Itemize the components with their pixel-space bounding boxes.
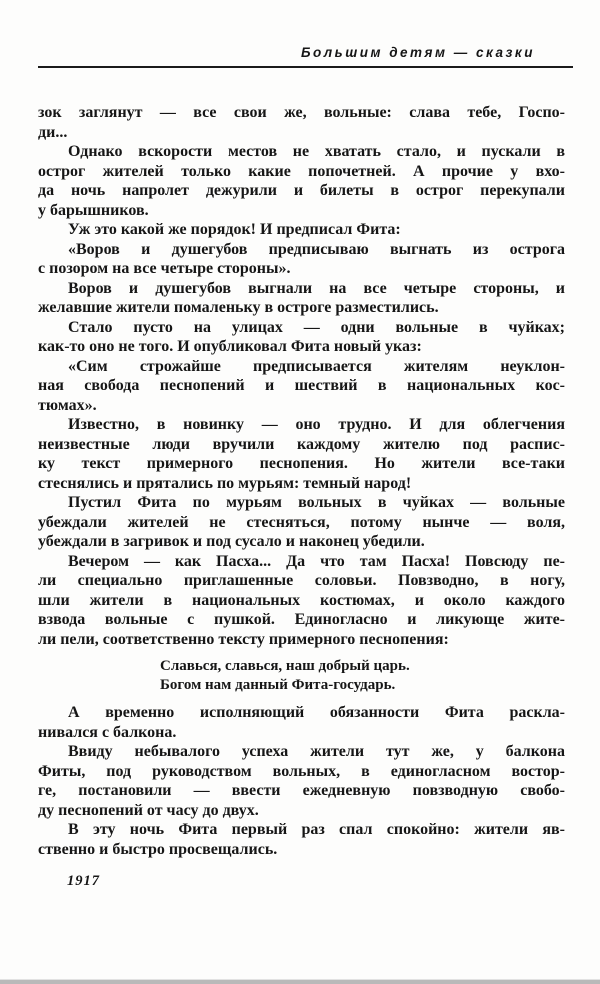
text-line: «Воров и душегубов предписываю выгнать из острога	[68, 240, 565, 258]
paragraph	[38, 820, 565, 859]
text-line: Ввиду небывалого успеха жители тут же, у балкона	[68, 743, 565, 760]
text-line: убеждали жителей не стесняться, потому нынче — воля,	[38, 513, 565, 531]
paragraph	[38, 279, 565, 318]
text-line: взвода вольные с пушкой. Единогласно и ликующе жите-	[38, 611, 565, 628]
paragraph	[38, 493, 565, 552]
text-line: желавшие жители помаленьку в остроге разместились.	[38, 299, 439, 316]
paragraph	[38, 415, 565, 493]
text-line: В эту ночь Фита первый раз спал спокойно: жители яв-	[68, 821, 565, 838]
text-line: острог жителей только какие попочетней. А прочие у вхо-	[38, 162, 565, 180]
text-line: «Сим строжайше предписывается жителям неуклон-	[68, 357, 565, 375]
text-line: зок заглянут — все свои же, вольные: слава тебе, Госпо-	[38, 104, 565, 121]
paragraph	[38, 318, 565, 357]
text-line: у барышников.	[38, 201, 149, 219]
paragraphs-after-verse	[38, 703, 565, 859]
text-line: Однако вскорости местов не хватать стало, и пускали в	[68, 143, 565, 160]
text-line: Известно, в новинку — оно трудно. И для облегчения	[68, 416, 565, 433]
text-line: ге, постановили — ввести ежедневную повзводную свобо-	[38, 782, 565, 799]
paragraph	[38, 357, 565, 416]
page-body	[38, 103, 565, 892]
text-line: нивался с балкона.	[38, 723, 177, 741]
text-line: Вечером — как Пасха... Да что там Пасха! Повсюду пе-	[68, 552, 565, 570]
text-line: ная свобода песнопений и шествий в национальных кос-	[38, 377, 565, 394]
text-line: ственно и быстро просвещались.	[38, 840, 278, 858]
text-line: ли пели, соответственно тексту примерного песнопения:	[38, 630, 449, 648]
paragraph	[38, 552, 565, 650]
year-caption: 1917	[67, 873, 100, 889]
text-line: Стало пусто на улицах — одни вольные в чуйках;	[68, 318, 565, 336]
text-line: как-то оно не того. И опубликовал Фита новый указ:	[38, 338, 422, 355]
scan-bottom-edge	[0, 979, 600, 984]
text-line: с позором на все четыре стороны».	[38, 260, 291, 277]
paragraph	[38, 103, 565, 142]
text-line: стеснялись и прятались по мурьям: темный народ!	[38, 474, 412, 492]
text-line: неизвестные люди вручили каждому жителю под распис-	[38, 435, 565, 453]
text-line: да ночь напролет дежурили и билеты в острог перекупали	[38, 182, 565, 199]
text-line: Пустил Фита по мурьям вольных в чуйках — вольные	[68, 494, 565, 511]
text-line: убеждали в загривок и под сусало и наконец убедили.	[38, 533, 425, 550]
verse-line: Славься, славься, наш добрый царь.	[160, 658, 410, 674]
paragraph	[38, 742, 565, 820]
text-line: шли жители в национальных костюмах, и около каждого	[38, 591, 565, 609]
paragraph	[38, 240, 565, 279]
paragraphs-before-verse	[38, 103, 565, 649]
paragraph	[38, 142, 565, 220]
text-line: Воров и душегубов выгнали на все четыре стороны, и	[68, 279, 565, 297]
running-header: Большим детям — сказки	[38, 45, 573, 68]
text-line: тюмах».	[38, 396, 97, 414]
text-line: А временно исполняющий обязанности Фита раскла-	[68, 704, 565, 721]
text-line: ди...	[38, 123, 68, 141]
text-line: Фиты, под руководством вольных, в единогласном востор-	[38, 762, 565, 780]
paragraph	[38, 220, 565, 240]
text-line: Уж это какой же порядок! И предписал Фита:	[68, 221, 401, 238]
paragraph	[38, 703, 565, 742]
text-line: ку текст примерного песнопения. Но жители все-таки	[38, 455, 565, 472]
text-line: ду песнопений от часу до двух.	[38, 801, 259, 819]
text-line: ли специально приглашенные соловьи. Повзводно, в ногу,	[38, 572, 565, 589]
verse-line: Богом нам данный Фита-государь.	[160, 677, 396, 693]
verse-block	[160, 657, 565, 695]
